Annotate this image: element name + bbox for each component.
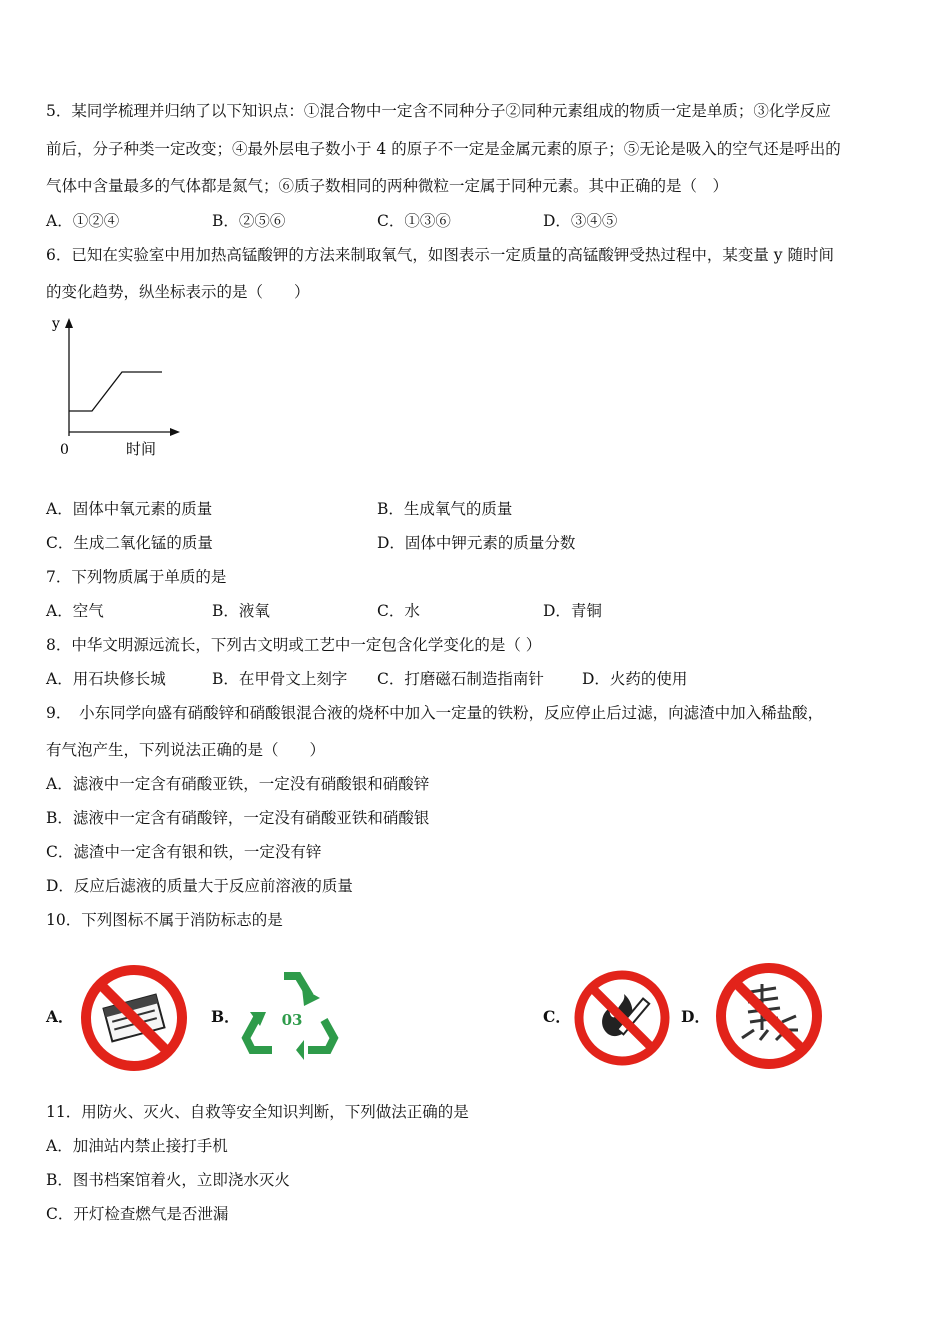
trend-line xyxy=(69,372,162,411)
q5-stem-line3: 气体中含量最多的气体都是氮气；⑥质子数相同的两种微粒一定属于同种元素。其中正确的是（ ） xyxy=(46,177,729,195)
q5-stem-line2: 前后，分子种类一定改变；④最外层电子数小于 4 的原子不一定是金属元素的原子；⑤无论是吸入的空气还是呼出的 xyxy=(46,140,841,158)
q9-stem-line2: 有气泡产生，下列说法正确的是（ ） xyxy=(46,741,326,759)
no-open-flame-sign-icon xyxy=(572,968,672,1068)
q10-label-a: A． xyxy=(46,1007,74,1026)
q7-option-d: D．青铜 xyxy=(543,602,602,620)
q8-option-d: D．火药的使用 xyxy=(582,670,688,688)
q10-label-c: C． xyxy=(543,1007,571,1026)
q9-stem-line1: 9． 小东同学向盛有硝酸锌和硝酸银混合液的烧杯中加入一定量的铁粉，反应停止后过滤，向滤渣中加入稀盐酸， xyxy=(46,704,824,722)
q6-graph xyxy=(44,312,194,462)
q9-option-d: D．反应后滤液的质量大于反应前溶液的质量 xyxy=(46,877,353,895)
q8-option-b: B．在甲骨文上刻字 xyxy=(212,670,348,688)
q6-stem-line1: 6．已知在实验室中用加热高锰酸钾的方法来制取氧气，如图表示一定质量的高锰酸钾受热过程中，某变量 y 随时间 xyxy=(46,246,834,264)
q11-option-c: C．开灯检查燃气是否泄漏 xyxy=(46,1205,229,1223)
q8-option-c: C．打磨磁石制造指南针 xyxy=(377,670,544,688)
q10-stem: 10．下列图标不属于消防标志的是 xyxy=(46,911,283,929)
q6-option-a: A．固体中氧元素的质量 xyxy=(46,500,213,518)
q8-option-a: A．用石块修长城 xyxy=(46,670,166,688)
q10-label-b: B． xyxy=(211,1007,240,1026)
no-fireworks-sign-icon xyxy=(712,960,826,1072)
q6-graph-svg xyxy=(44,312,194,462)
q7-option-b: B．液氧 xyxy=(212,602,270,620)
x-axis-label: 时间 xyxy=(126,440,157,458)
q9-option-a: A．滤液中一定含有硝酸亚铁，一定没有硝酸银和硝酸锌 xyxy=(46,775,430,793)
q11-option-a: A．加油站内禁止接打手机 xyxy=(46,1137,228,1155)
q5-option-a: A．①②④ xyxy=(46,212,120,230)
origin-label: 0 xyxy=(60,442,69,458)
q5-stem-line1: 5．某同学梳理并归纳了以下知识点：①混合物中一定含不同种分子②同种元素组成的物质一定是单质；③化学反应 xyxy=(46,102,831,120)
q11-option-b: B．图书档案馆着火，立即浇水灭火 xyxy=(46,1171,290,1189)
recycle-symbol-icon xyxy=(238,964,346,1064)
q7-option-c: C．水 xyxy=(377,602,420,620)
x-axis-arrow xyxy=(170,428,180,436)
q6-option-b: B．生成氧气的质量 xyxy=(377,500,513,518)
q5-option-c: C．①③⑥ xyxy=(377,212,451,230)
q6-option-d: D．固体中钾元素的质量分数 xyxy=(377,534,576,552)
q6-option-c: C．生成二氧化锰的质量 xyxy=(46,534,213,552)
q6-stem-line2: 的变化趋势，纵坐标表示的是（ ） xyxy=(46,283,310,301)
y-axis-arrow xyxy=(65,318,73,328)
q7-option-a: A．空气 xyxy=(46,602,104,620)
q8-stem: 8．中华文明源远流长，下列古文明或工艺中一定包含化学变化的是（ ） xyxy=(46,636,542,654)
q5-option-d: D．③④⑤ xyxy=(543,212,618,230)
no-matches-sign-icon xyxy=(78,962,190,1074)
recycle-code-text: 03 xyxy=(281,1011,303,1029)
q11-stem: 11．用防火、灭火、自救等安全知识判断，下列做法正确的是 xyxy=(46,1103,469,1121)
q9-option-c: C．滤渣中一定含有银和铁，一定没有锌 xyxy=(46,843,322,861)
y-axis-label: y xyxy=(52,316,60,332)
q5-option-b: B．②⑤⑥ xyxy=(212,212,286,230)
q7-stem: 7．下列物质属于单质的是 xyxy=(46,568,227,586)
q9-option-b: B．滤液中一定含有硝酸锌，一定没有硝酸亚铁和硝酸银 xyxy=(46,809,430,827)
q10-label-d: D． xyxy=(681,1007,710,1026)
